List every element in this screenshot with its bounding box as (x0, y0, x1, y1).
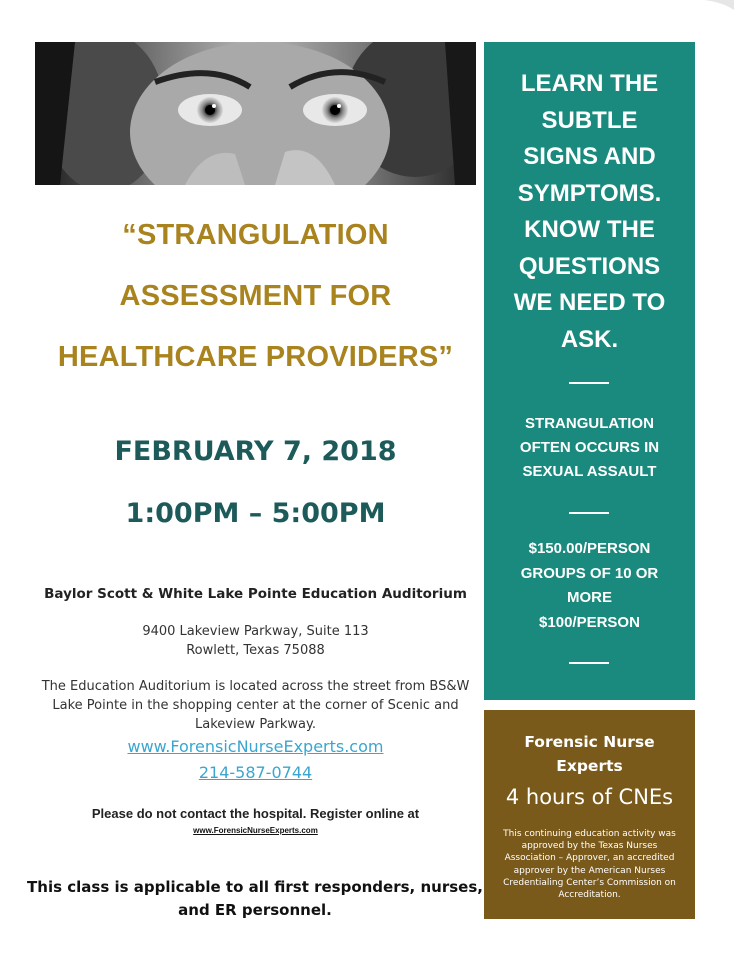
pricing-line: GROUPS OF 10 OR (520, 564, 659, 582)
accr-line: approved by the Texas Nurses (521, 841, 658, 852)
headline-line: KNOW THE (524, 216, 655, 243)
corner-mark (694, 0, 734, 12)
divider (569, 662, 609, 664)
headline-line: QUESTIONS (518, 252, 661, 280)
pricing-line: $150.00/PERSON (528, 540, 651, 557)
pricing-info (484, 537, 695, 635)
phone-link[interactable]: 214-587-0744 (198, 763, 313, 782)
website-link[interactable]: www.ForensicNurseExperts.com (127, 737, 384, 756)
accr-line: Accreditation. (558, 890, 621, 901)
headline-line: SIGNS AND (523, 143, 656, 170)
venue-address (35, 622, 476, 660)
org-line: Experts (556, 757, 623, 775)
event-time: 1:00PM – 5:00PM (125, 498, 386, 529)
address-line: 9400 Lakeview Parkway, Suite 113 (142, 624, 369, 639)
accr-line: Association – Approver, an accredited (504, 853, 675, 864)
cne-hours: 4 hours of CNEs (505, 785, 674, 809)
note-line: Lakeview Parkway. (194, 717, 316, 732)
header-photo (35, 42, 476, 185)
subhead-line: OFTEN OCCURS IN (519, 439, 660, 456)
audience-note (20, 876, 490, 922)
location-note (35, 677, 476, 734)
venue-name: Baylor Scott & White Lake Pointe Education Auditorium (44, 586, 467, 602)
accr-line: Credentialing Center’s Commission on (503, 877, 676, 888)
headline-line: ASK. (560, 325, 619, 353)
contact-note: Please do not contact the hospital. Register online at (91, 806, 420, 821)
title-line: HEALTHCARE PROVIDERS” (57, 341, 454, 373)
info-sidebar (484, 42, 695, 700)
address-line: Rowlett, Texas 75088 (186, 643, 325, 658)
headline-line: WE NEED TO (513, 289, 666, 316)
audience-line: and ER personnel. (178, 901, 332, 919)
event-title (35, 205, 476, 388)
sidebar-subhead (484, 412, 695, 484)
title-line: ASSESSMENT FOR (119, 280, 392, 312)
note-line: The Education Auditorium is located across the street from BS&W (41, 679, 470, 694)
event-date: FEBRUARY 7, 2018 (114, 436, 397, 467)
organization-name (484, 730, 695, 778)
headline-line: SUBTLE (541, 106, 638, 134)
register-link[interactable]: www.ForensicNurseExperts.com (193, 826, 318, 835)
org-line: Forensic Nurse (524, 733, 655, 751)
divider (569, 512, 609, 514)
subhead-line: STRANGULATION (525, 415, 654, 432)
pricing-line: MORE (567, 589, 612, 606)
note-line: Lake Pointe in the shopping center at the corner of Scenic and (52, 698, 459, 713)
accr-line: approver by the American Nurses (513, 865, 666, 876)
headline-line: SYMPTOMS. (517, 179, 662, 207)
audience-line: This class is applicable to all first responders, nurses, (27, 878, 483, 896)
sidebar-headline (484, 66, 695, 358)
divider (569, 382, 609, 384)
title-line: “STRANGULATION (122, 219, 389, 251)
headline-line: LEARN THE (520, 70, 659, 97)
subhead-line: SEXUAL ASSAULT (522, 463, 657, 480)
accreditation-note (496, 828, 683, 901)
accr-line: This continuing education activity was (503, 829, 676, 839)
cne-box (484, 710, 695, 919)
pricing-line: $100/PERSON (539, 613, 640, 631)
